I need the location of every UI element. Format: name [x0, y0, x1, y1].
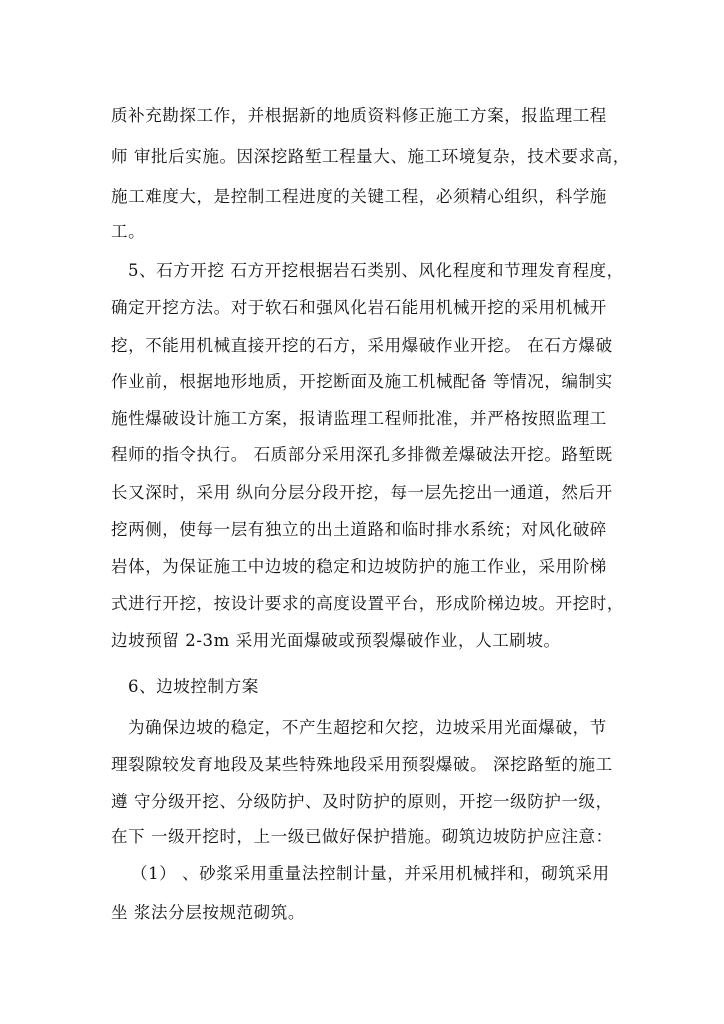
list-item-1: （1） 、砂浆采用重量法控制计量，并采用机械拌和，砌筑采用: [131, 864, 610, 883]
text-line: 在下 一级开挖时，上一级已做好保护措施。砌筑边坡防护应注意：: [111, 827, 613, 846]
text-line: 程师的指令执行。 石质部分采用深孔多排微差爆破法开挖。路堑既: [111, 445, 613, 464]
text-line: 工。: [111, 222, 146, 241]
text-line: 挖两侧，使每一层有独立的出土道路和临时排水系统；对风化破碎: [111, 520, 607, 539]
text-line: 岩体，为保证施工中边坡的稳定和边坡防护的施工作业，采用阶梯: [111, 557, 607, 576]
section-heading-6: 6、边坡控制方案: [128, 677, 259, 696]
text-line: 式进行开挖，按设计要求的高度设置平台，形成阶梯边坡。开挖时，: [111, 594, 624, 613]
text-line: 坐 浆法分层按规范砌筑。: [111, 903, 305, 922]
section-heading-5: 5、石方开挖 石方开挖根据岩石类别、风化程度和节理发育程度，: [128, 261, 624, 280]
text-line: 作业前，根据地形地质，开挖断面及施工机械配备 等情况，编制实: [111, 372, 613, 391]
text-line: 边坡预留 2-3m 采用光面爆破或预裂爆破作业，人工刷坡。: [111, 631, 561, 650]
text-line: 理裂隙较发育地段及某些特殊地段采用预裂爆破。 深挖路堑的施工: [111, 755, 613, 774]
text-line: 挖，不能用机械直接开挖的石方，采用爆破作业开挖。 在石方爆破: [111, 336, 613, 355]
text-line: 长又深时，采用 纵向分层分段开挖，每一层先挖出一通道，然后开: [111, 483, 613, 502]
text-line: 施性爆破设计施工方案，报请监理工程师批准，并严格按照监理工: [111, 409, 607, 428]
text-line: 为确保边坡的稳定，不产生超挖和欠挖，边坡采用光面爆破，节: [128, 718, 607, 737]
text-line: 遵 守分级开挖、分级防护、及时防护的原则，开挖一级防护一级，: [111, 792, 613, 811]
text-line: 确定开挖方法。对于软石和强风化岩石能用机械开挖的采用机械开: [111, 298, 607, 317]
text-line: 质补充勘探工作，并根据新的地质资料修正施工方案，报监理工程: [111, 106, 607, 125]
text-line: 师 审批后实施。因深挖路堑工程量大、施工环境复杂，技术要求高，: [111, 147, 630, 166]
text-line: 施工难度大，是控制工程进度的关键工程，必须精心组织，科学施: [111, 187, 607, 206]
